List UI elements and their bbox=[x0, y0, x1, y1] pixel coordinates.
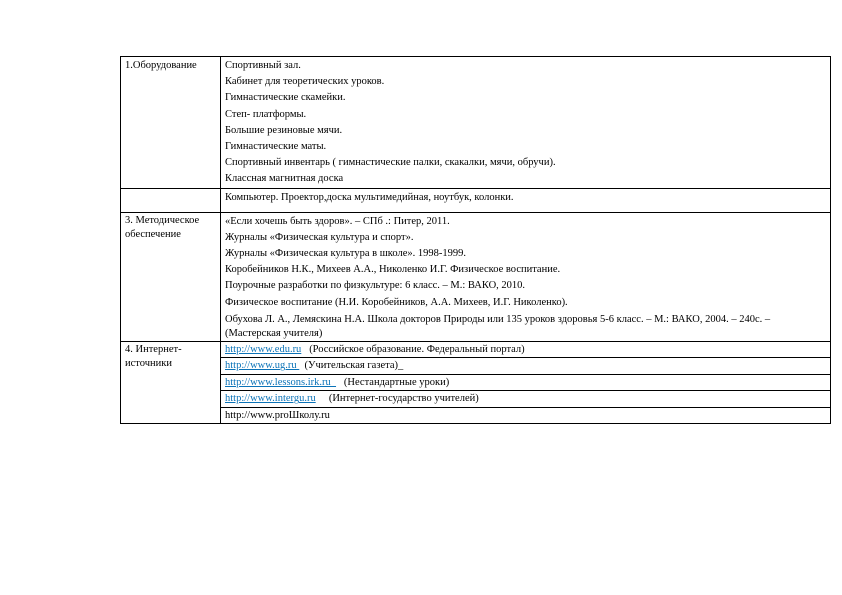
methodical-label-line: 3. Методическое bbox=[125, 214, 200, 226]
internet-link-cell bbox=[221, 341, 831, 358]
equipment-label-cell bbox=[121, 57, 221, 189]
methodical-item: Обухова Л. А., Лемяскина Н.А. Школа докторов Природы или 135 уроков здоровья 5-6 класс. – М.: ВАКО, 2004. – 240с. – (Мастерская учителя) bbox=[225, 313, 771, 339]
lessons-note: (Нестандартные уроки) bbox=[336, 376, 450, 388]
methodical-item: Журналы «Физическая культура в школе». 1998-1999. bbox=[225, 248, 467, 260]
lessons-link[interactable]: http://www.lessons.irk.ru bbox=[225, 376, 337, 388]
equipment-item: Гимнастические скамейки. bbox=[225, 92, 346, 104]
ug-link[interactable]: http://www.ug.ru bbox=[225, 360, 300, 372]
methodical-label-cell bbox=[121, 212, 221, 341]
internet-link-cell bbox=[221, 407, 831, 424]
methodical-item: Коробейников Н.К., Михеев А.А., Николенко И.Г. Физическое воспитание. bbox=[225, 264, 561, 276]
internet-row bbox=[121, 407, 831, 424]
internet-link-cell bbox=[221, 358, 831, 375]
internet-link-line bbox=[225, 376, 827, 391]
internet-link-line bbox=[225, 392, 827, 407]
internet-row bbox=[121, 391, 831, 408]
methodical-items-cell bbox=[221, 212, 831, 341]
methodical-row bbox=[121, 212, 831, 341]
technical-item: Компьютер. Проектор,доска мультимедийная, ноутбук, колонки. bbox=[225, 191, 514, 203]
equipment-item: Степ- платформы. bbox=[225, 108, 307, 120]
equipment-item: Спортивный инвентарь ( гимнастические палки, скакалки, мячи, обручи). bbox=[225, 157, 556, 169]
intergu-note: (Интернет-государство учителей) bbox=[315, 393, 479, 405]
internet-link-line bbox=[225, 359, 827, 374]
equipment-item: Классная магнитная доска bbox=[225, 173, 344, 185]
equipment-item: Кабинет для теоретических уроков. bbox=[225, 76, 385, 88]
edu-note: (Российское образование. Федеральный портал) bbox=[301, 343, 525, 355]
intergu-link[interactable]: http://www.intergu.ru bbox=[225, 393, 316, 405]
technical-label-cell bbox=[121, 188, 221, 212]
methodical-item: «Если хочешь быть здоров». – СПб .: Питер, 2011. bbox=[225, 215, 450, 227]
equipment-item: Большие резиновые мячи. bbox=[225, 124, 343, 136]
equipment-label: 1.Оборудование bbox=[125, 60, 197, 71]
equipment-item: Спортивный зал. bbox=[225, 60, 301, 71]
methodical-item: Физическое воспитание (Н.И. Коробейников, А.А. Михеев, И.Г. Николенко). bbox=[225, 296, 568, 308]
internet-label-cell bbox=[121, 341, 221, 424]
equipment-items-cell bbox=[221, 57, 831, 189]
resources-table bbox=[120, 56, 831, 424]
methodical-item: Поурочные разработки по физкультуре: 6 класс. – М.: ВАКО, 2010. bbox=[225, 280, 526, 292]
technical-items-cell bbox=[221, 188, 831, 212]
edu-link[interactable]: http://www.edu.ru bbox=[225, 343, 302, 355]
internet-label-line: 4. Интернет- bbox=[125, 343, 182, 355]
internet-row bbox=[121, 341, 831, 358]
internet-link-cell bbox=[221, 391, 831, 408]
internet-link-line bbox=[225, 343, 827, 358]
internet-row bbox=[121, 358, 831, 375]
proshkolu-link[interactable]: http://www.proШколу.ru bbox=[225, 409, 330, 421]
internet-link-cell bbox=[221, 374, 831, 391]
methodical-item: Журналы «Физическая культура и спорт». bbox=[225, 231, 414, 243]
equipment-row bbox=[121, 57, 831, 189]
internet-row bbox=[121, 374, 831, 391]
equipment-item: Гимнастические маты. bbox=[225, 141, 327, 153]
methodical-label-line: обеспечение bbox=[125, 228, 181, 240]
technical-row bbox=[121, 188, 831, 212]
ug-note: (Учительская газета)_ bbox=[299, 360, 404, 372]
internet-label-line: источники bbox=[125, 358, 172, 370]
